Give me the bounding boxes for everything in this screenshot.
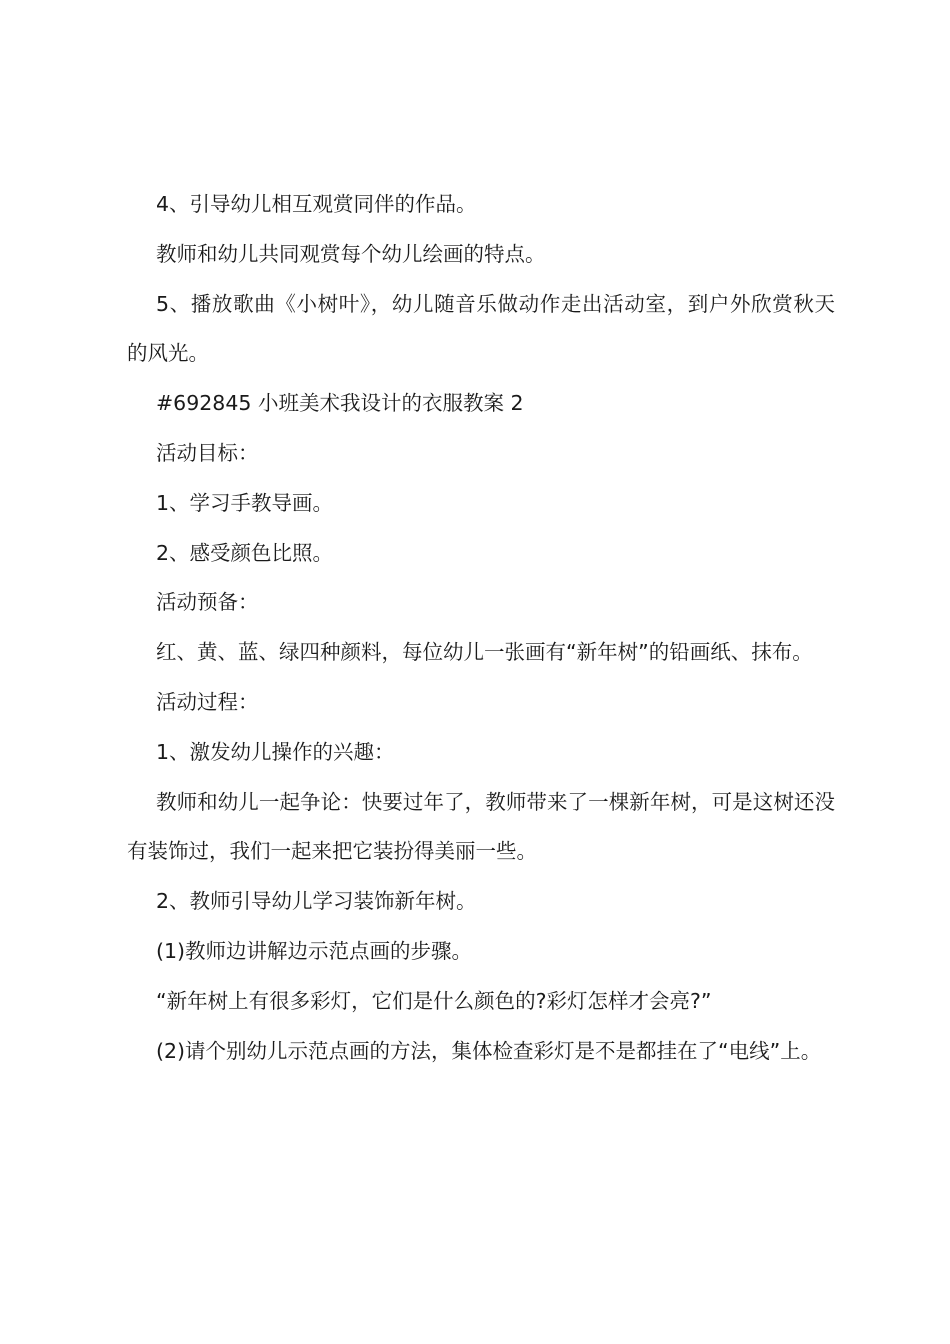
goal-item-2: 2、感受颜色比照。 (156, 540, 334, 565)
paragraph-step-4: 4、引导幼儿相互观赏同伴的作品。 (156, 192, 477, 216)
process-step-2: 2、教师引导幼儿学习装饰新年树。 (156, 889, 477, 914)
lesson-plan-title: #692845 小班美术我设计的衣服教案 2 (156, 391, 524, 416)
section-heading-goals: 活动目标： (156, 440, 259, 465)
process-step-1: 1、激发幼儿操作的兴趣： (156, 739, 395, 764)
goal-item-1: 1、学习手教导画。 (156, 490, 334, 515)
process-quote: “新年树上有很多彩灯，它们是什么颜色的?彩灯怎样才会亮?” (156, 988, 712, 1013)
section-heading-process: 活动过程： (156, 689, 259, 714)
preparation-materials: 红、黄、蓝、绿四种颜料，每位幼儿一张画有“新年树”的铅画纸、抹布。 (156, 640, 813, 665)
process-substep-2: (2)请个别幼儿示范点画的方法，集体检查彩灯是不是都挂在了“电线”上。 (156, 1038, 822, 1063)
document-body (127, 180, 835, 1076)
paragraph-appreciate: 教师和幼儿共同观赏每个幼儿绘画的特点。 (156, 241, 546, 266)
process-substep-1: (1)教师边讲解边示范点画的步骤。 (156, 938, 473, 963)
section-heading-preparation: 活动预备： (156, 590, 259, 615)
process-discussion: 教师和幼儿一起争论：快要过年了，教师带来了一棵新年树，可是这树还没有装饰过，我们一起来把它装扮得美丽一些。 (127, 789, 835, 864)
paragraph-step-5: 5、播放歌曲《小树叶》，幼儿随音乐做动作走出活动室，到户外欣赏秋天的风光。 (127, 291, 835, 366)
